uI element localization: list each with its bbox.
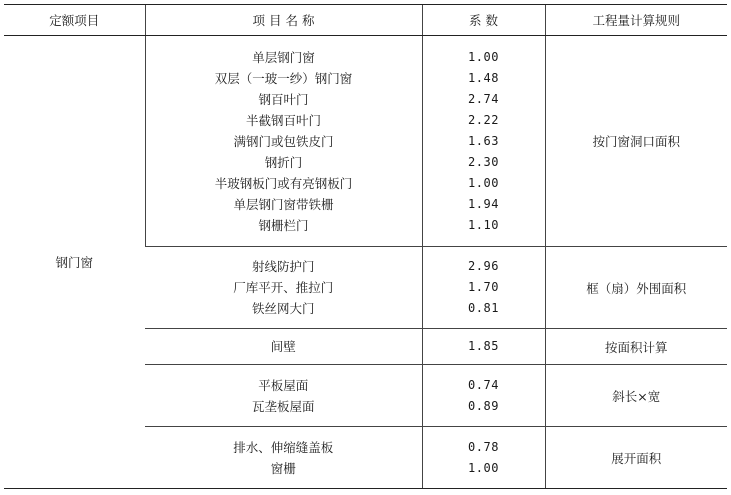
- item-name: 钢百叶门: [258, 91, 309, 107]
- item-coefficient: 1.00: [468, 460, 499, 475]
- coefficient-table: [4, 4, 727, 489]
- item-name: 钢折门: [264, 154, 303, 170]
- item-coefficient: 1.00: [468, 49, 499, 64]
- item-name: 双层（一玻一纱）钢门窗: [214, 70, 353, 86]
- group-4-coefs: [422, 365, 545, 427]
- item-name: 满钢门或包铁皮门: [233, 133, 334, 149]
- item-coefficient: 2.74: [468, 91, 499, 106]
- item-name: 单层钢门窗: [252, 49, 315, 65]
- item-name: 窗栅: [270, 460, 296, 476]
- item-name: 单层钢门窗带铁栅: [233, 196, 334, 212]
- group-3-names: [145, 329, 422, 365]
- group-3-coefs: [422, 329, 545, 365]
- item-name: 排水、伸缩缝盖板: [233, 439, 334, 455]
- group-1-names: [145, 36, 422, 247]
- item-name: 瓦垄板屋面: [251, 398, 315, 414]
- item-coefficient: 2.30: [468, 154, 499, 169]
- item-name: 间壁: [270, 339, 296, 354]
- group-2-rule: 框（扇）外围面积: [545, 247, 727, 329]
- item-coefficient: 1.00: [468, 175, 499, 190]
- item-name: 平板屋面: [258, 377, 309, 393]
- item-coefficient: 0.89: [468, 398, 499, 413]
- item-name: 射线防护门: [251, 259, 315, 274]
- item-coefficient: 2.22: [468, 112, 499, 127]
- group-2-coefs: [422, 247, 545, 329]
- item-coefficient: 0.78: [468, 439, 499, 454]
- item-coefficient: 1.94: [468, 196, 499, 211]
- group-row-1: [4, 36, 727, 247]
- group-5-rule: 展开面积: [545, 427, 727, 489]
- group-5-coefs: [422, 427, 545, 489]
- item-coefficient: 0.74: [468, 377, 499, 392]
- item-name: 铁丝网大门: [251, 301, 315, 316]
- header-row: [4, 5, 727, 36]
- header-item-name: 项 目 名 称: [145, 5, 422, 36]
- item-coefficient: 1.48: [468, 70, 499, 85]
- item-coefficient: 0.81: [468, 301, 499, 315]
- group-4-rule: 斜长×宽: [545, 365, 727, 427]
- item-coefficient: 2.96: [468, 259, 499, 273]
- item-coefficient: 1.70: [468, 280, 499, 294]
- item-coefficient: 1.85: [468, 339, 499, 353]
- group-2-names: [145, 247, 422, 329]
- category-cell: 钢门窗: [4, 36, 145, 489]
- item-name: 厂库平开、推拉门: [233, 280, 334, 295]
- item-coefficient: 1.10: [468, 217, 499, 232]
- group-1-coefs: [422, 36, 545, 247]
- item-coefficient: 1.63: [468, 133, 499, 148]
- group-5-names: [145, 427, 422, 489]
- header-coefficient: 系 数: [422, 5, 545, 36]
- header-quota-item: 定额项目: [4, 5, 145, 36]
- group-1-rule: 按门窗洞口面积: [545, 36, 727, 247]
- item-name: 半截钢百叶门: [245, 112, 321, 128]
- header-calc-rule: 工程量计算规则: [545, 5, 727, 36]
- item-name: 钢栅栏门: [258, 217, 309, 233]
- item-name: 半玻钢板门或有亮钢板门: [214, 175, 353, 191]
- group-3-rule: 按面积计算: [545, 329, 727, 365]
- group-4-names: [145, 365, 422, 427]
